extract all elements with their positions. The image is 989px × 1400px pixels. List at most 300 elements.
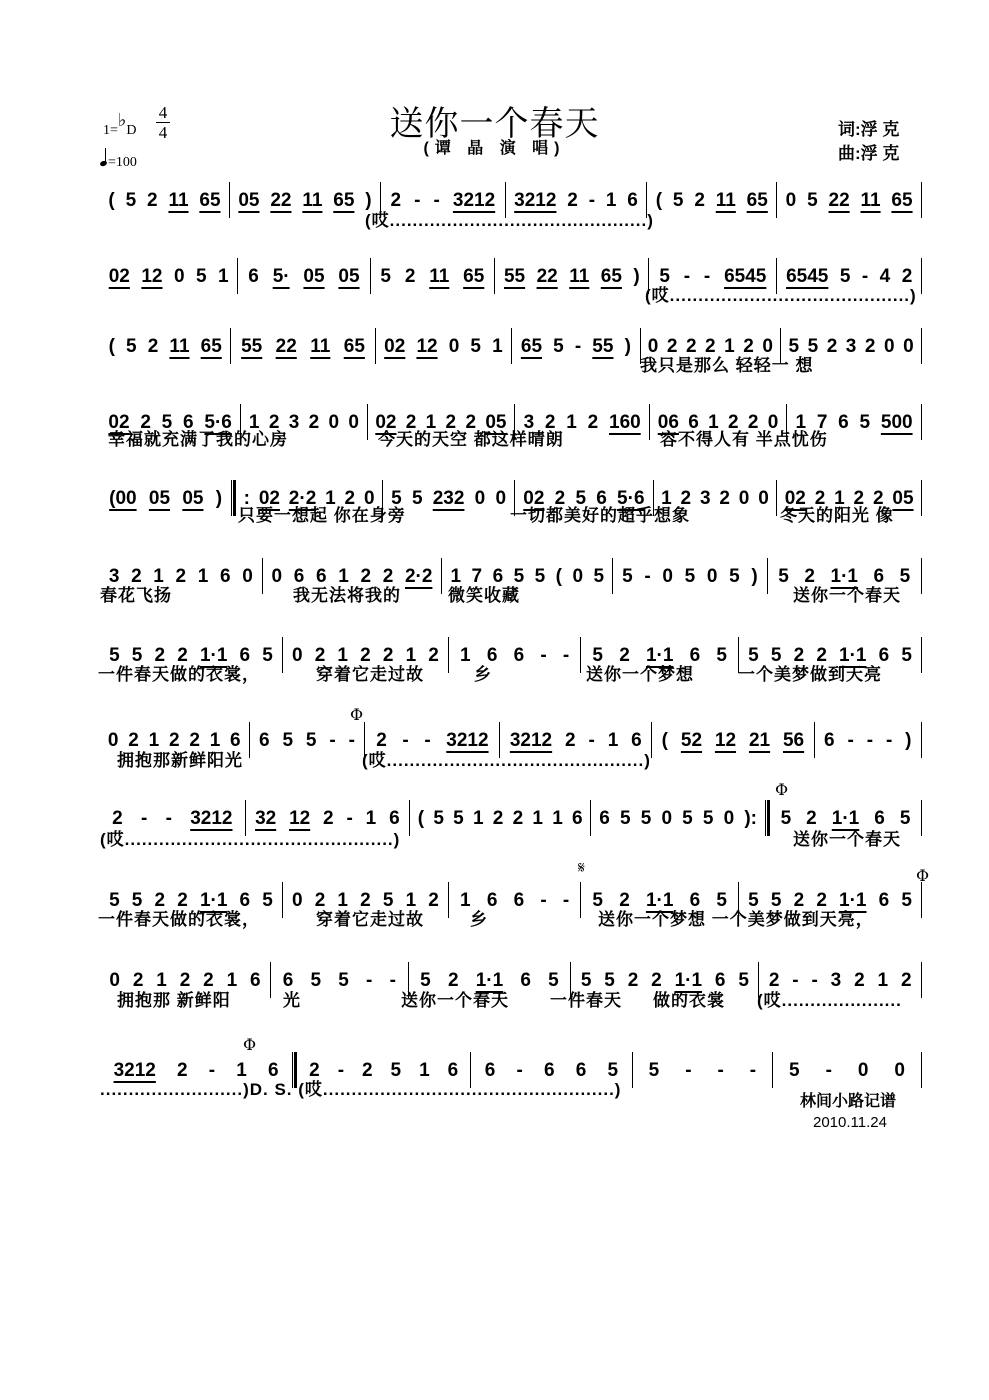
lyric-line: (哎.............................................) [362, 751, 651, 770]
note: - [574, 336, 582, 357]
note: 6 [874, 808, 885, 829]
note: 1·1 [645, 645, 674, 666]
time-denominator: 4 [158, 123, 168, 142]
note: 6 [486, 890, 498, 911]
note: 0 [572, 566, 584, 587]
note: 5 [901, 890, 912, 911]
note: 6 [492, 566, 504, 587]
note: - [885, 730, 893, 751]
note: 2 [314, 890, 326, 911]
note: 1 [365, 808, 377, 829]
note: ) [751, 566, 758, 587]
lyric-line: 冬天的阳光 像 [780, 506, 894, 525]
lyric-line: 只要一想起 你在身旁 [238, 506, 406, 525]
lyric-line: (哎.............................................) [365, 211, 654, 230]
coda-sign-icon: Φ [243, 1035, 257, 1054]
note: 2 [308, 412, 320, 433]
note: 6 [627, 190, 638, 211]
note: 1 [532, 808, 543, 829]
note: 6 [250, 970, 261, 991]
note: - [337, 1060, 345, 1081]
note: 2 [685, 336, 697, 357]
note: 1 [605, 190, 617, 211]
note: 2 [428, 890, 439, 911]
lyric-line: 我只是那么 轻轻一 想 [640, 356, 814, 375]
note: - [516, 1060, 523, 1081]
note: 1 [552, 808, 563, 829]
note: - [402, 730, 409, 751]
note: 5 [161, 412, 173, 433]
lyric-line: 今天的天空 都这样晴朗 [378, 430, 564, 449]
note: 32 [255, 808, 277, 829]
note: 5 [575, 488, 587, 509]
note: 2 [179, 970, 191, 991]
note: 2 [447, 970, 459, 991]
barline [921, 182, 922, 218]
note: - [588, 730, 595, 751]
note: 6 [513, 645, 525, 666]
note: 2 [666, 336, 678, 357]
measure [100, 190, 229, 212]
note: 2 [360, 890, 371, 911]
note: 1 [226, 970, 238, 991]
note: - [861, 266, 869, 287]
lyric-line: 乡 [474, 665, 492, 684]
note: ) [624, 336, 631, 357]
note: 1·1 [839, 890, 867, 911]
note: 5 [729, 566, 740, 587]
note: - [866, 730, 874, 751]
note: 6 [838, 412, 849, 433]
note: 6 [714, 970, 726, 991]
note: 1 [405, 890, 417, 911]
note: 02 [375, 412, 397, 433]
note: 2 [360, 645, 371, 666]
note: 2 [554, 488, 566, 509]
note: 2 [793, 645, 805, 666]
note: 5 [282, 730, 294, 751]
note: 2 [814, 488, 826, 509]
note: 05 [148, 488, 171, 509]
note: 12 [714, 730, 737, 751]
note: ( [655, 190, 663, 211]
note: 2 [382, 566, 394, 587]
note: 2 [826, 336, 838, 357]
note: 5 [659, 266, 670, 287]
note: 02 [258, 488, 280, 509]
measure [100, 266, 237, 288]
note: 2 [405, 412, 417, 433]
note: 0 [857, 1060, 869, 1081]
lyric-line: 幸福就充满了我的心房 [108, 430, 288, 449]
note: 1 [661, 488, 672, 509]
measure [591, 808, 765, 830]
note: 5 [580, 970, 592, 991]
note: 2 [804, 566, 815, 587]
lyric-line: 我无法将我的 [293, 586, 401, 605]
note: 5 [411, 488, 423, 509]
note: 11 [569, 266, 590, 287]
note: 2 [854, 970, 865, 991]
note: 5 [382, 890, 394, 911]
note: 1 [148, 730, 160, 751]
note: 2 [680, 488, 692, 509]
note: 2 [168, 730, 180, 751]
note: 11 [715, 190, 736, 211]
segno-sign-icon: 𝄋 [578, 858, 585, 877]
note: 55 [592, 336, 614, 357]
note: 1·1 [674, 970, 703, 991]
note: 5 [305, 730, 317, 751]
lyric-line: 送你一个梦想 [586, 665, 694, 684]
coda-sign-icon: Φ [775, 780, 789, 799]
note: 6 [316, 566, 327, 587]
note: 05 [238, 190, 260, 211]
note: 1 [197, 566, 209, 587]
note: 5 [109, 890, 120, 911]
note: 1 [338, 566, 349, 587]
lyric-line: 送你一个春天 [401, 991, 509, 1010]
note: 6 [239, 645, 251, 666]
note: 2 [619, 645, 630, 666]
note: 2 [131, 566, 142, 587]
note: 2 [154, 645, 166, 666]
note: 2 [309, 1060, 320, 1081]
note: 5 [125, 190, 137, 211]
transcriber: 林间小路记谱 [800, 1093, 897, 1110]
note: 0 [109, 970, 120, 991]
credits [838, 118, 899, 166]
note: 2 [362, 1060, 373, 1081]
note: - [424, 730, 431, 751]
quarter-note-icon [99, 160, 107, 167]
measure [777, 190, 921, 212]
barline [921, 480, 922, 516]
note: 2 [177, 1060, 188, 1081]
note: 2 [768, 970, 780, 991]
note: 2 [492, 808, 504, 829]
note: - [588, 190, 596, 211]
measure [652, 730, 813, 752]
barline [921, 962, 922, 998]
note: 6 [599, 808, 610, 829]
note: 11 [168, 190, 189, 211]
note: 5 [548, 970, 559, 991]
note: 2 [314, 645, 326, 666]
note: 3 [108, 566, 120, 587]
note: - [562, 645, 570, 666]
note: 6 [631, 730, 642, 751]
barline [921, 404, 922, 440]
note: 6 [513, 890, 525, 911]
note: 5 [672, 190, 684, 211]
lyric-line: 一个美梦做到天亮 [738, 665, 882, 684]
note: 6 [484, 1060, 496, 1081]
note: 6 [878, 890, 890, 911]
lyric-line: 春花飞扬 [100, 586, 172, 605]
note: ( [661, 730, 668, 751]
note: 2 [203, 970, 214, 991]
note: 5· [272, 266, 290, 287]
note: 1 [607, 730, 619, 751]
note: 21 [748, 730, 771, 751]
note: 6 [596, 488, 607, 509]
note: 2 [512, 808, 524, 829]
note: 06 [657, 412, 679, 433]
note: 56 [782, 730, 805, 751]
note: 11 [310, 336, 331, 357]
note: 6 [389, 808, 400, 829]
note: 2 [587, 412, 599, 433]
note: 2 [705, 336, 716, 357]
note: 6 [239, 890, 251, 911]
note: 0 [271, 566, 283, 587]
note: 5 [901, 645, 912, 666]
note: ) [215, 488, 223, 509]
note: 5 [126, 336, 137, 357]
note: 5 [592, 645, 603, 666]
lyric-line: 容不得人有 半点忧伤 [660, 430, 828, 449]
note: 65 [333, 190, 355, 211]
note: - [792, 970, 799, 991]
note: 160 [609, 412, 641, 433]
note: 2 [128, 730, 139, 751]
barline [921, 328, 922, 364]
note: 1 [450, 566, 462, 587]
note: 2 [619, 890, 630, 911]
note: - [346, 808, 353, 829]
note: 0 [328, 412, 340, 433]
note: 6 [486, 645, 498, 666]
note: 2 [268, 412, 280, 433]
note: 0 [107, 730, 119, 751]
note: 6 [689, 645, 701, 666]
note: 2 [465, 412, 477, 433]
note: 55 [503, 266, 526, 287]
note: - [389, 970, 396, 991]
note: 12 [416, 336, 438, 357]
note: 5 [682, 808, 693, 829]
note: 2 [177, 890, 188, 911]
note: 22 [275, 336, 297, 357]
note: 5 [131, 890, 143, 911]
measure [647, 190, 776, 212]
measure [410, 808, 590, 830]
note: 5 [338, 970, 349, 991]
note: 0 [647, 336, 659, 357]
lyric-line: 一件春天 [550, 991, 622, 1010]
composer: 曲:浮 克 [838, 144, 900, 163]
note: 1·1 [199, 890, 228, 911]
note: 3212 [190, 808, 233, 829]
note: 5 [604, 970, 615, 991]
measure [773, 1060, 921, 1082]
barline [921, 258, 922, 294]
note: 2 [816, 645, 827, 666]
measure [231, 336, 374, 358]
lyric-line: 送你一个梦想 一个美梦做到天亮， [598, 910, 874, 929]
coda-sign-icon: Φ [350, 705, 364, 724]
note: 2 [719, 488, 730, 509]
note: 0 [448, 336, 460, 357]
song-title: 送你一个春天 [389, 104, 600, 144]
note: 5 [788, 336, 800, 357]
barline [921, 558, 922, 594]
flat-icon: ♭ [117, 110, 127, 130]
note: 5 [748, 645, 759, 666]
key-note: D [126, 123, 137, 138]
note: - [811, 970, 818, 991]
note: 6 [293, 566, 305, 587]
lyric-line: 一件春天做的衣裳， [98, 665, 260, 684]
note: ( [108, 336, 115, 357]
note: 1·1 [839, 645, 867, 666]
note: 1 [337, 645, 348, 666]
note: 3212 [514, 190, 557, 211]
note: 5 [839, 266, 851, 287]
key-prefix: 1= [103, 123, 118, 138]
lyric-line: .........................)D. S. (哎...................................................) [100, 1080, 622, 1099]
note: 2 [404, 266, 416, 287]
lyric-line: 微笑收藏 [448, 586, 520, 605]
note: 0 [758, 488, 769, 509]
note: 6 [575, 1060, 587, 1081]
note: 5·6 [617, 488, 645, 509]
note: 65 [600, 266, 622, 287]
note: 2 [323, 808, 334, 829]
note: 6 [544, 1060, 555, 1081]
note: 0 [706, 566, 718, 587]
note: - [433, 190, 440, 211]
note: 2 [428, 645, 439, 666]
note: - [749, 1060, 757, 1081]
note: 05 [303, 266, 325, 287]
note: - [825, 1060, 832, 1081]
lyric-line: 做的衣裳 [653, 991, 725, 1010]
note: 6 [183, 412, 194, 433]
note: 5 [380, 266, 391, 287]
note: 2 [694, 190, 705, 211]
note: 5 [859, 412, 871, 433]
note: - [717, 1060, 724, 1081]
measure [100, 488, 231, 510]
note: 6 [447, 1060, 459, 1081]
lyricist: 词:浮 克 [838, 120, 900, 139]
transcription-date: 2010.11.24 [813, 1114, 887, 1131]
note: ) [365, 190, 372, 211]
note: 0 [495, 488, 507, 509]
note: - [703, 266, 711, 287]
note: 2 [567, 190, 578, 211]
note: 11 [429, 266, 450, 287]
note: - [414, 190, 421, 211]
measure [449, 645, 580, 667]
performer-subtitle: (谭 晶 演 唱) [423, 140, 566, 157]
note: 02 [384, 336, 406, 357]
note: 5 [780, 808, 792, 829]
note: 5 [620, 808, 631, 829]
note: 2 [743, 336, 754, 357]
note: 1·1 [645, 890, 674, 911]
note: - [208, 1060, 216, 1081]
note: 1 [218, 266, 229, 287]
note: 5 [899, 566, 911, 587]
note: 5 [534, 566, 546, 587]
note: 65 [343, 336, 365, 357]
note: 55 [241, 336, 263, 357]
note: 5 [807, 336, 819, 357]
note: 5 [899, 808, 911, 829]
note: 6 [572, 808, 583, 829]
note: 0 [474, 488, 486, 509]
note: 7 [471, 566, 483, 587]
note: 3 [830, 970, 842, 991]
note: 1 [795, 412, 807, 433]
note: 3 [523, 412, 535, 433]
note: 3212 [446, 730, 489, 751]
note: 2 [872, 488, 884, 509]
note: 0 [767, 412, 779, 433]
lyric-line: 一件春天做的衣裳， [98, 910, 260, 929]
note: 6 [520, 970, 531, 991]
note: 7 [816, 412, 828, 433]
note: - [683, 266, 691, 287]
note: 6545 [724, 266, 767, 287]
note: 65 [891, 190, 913, 211]
note: 0 [894, 1060, 905, 1081]
note: 1 [236, 1060, 247, 1081]
note: 11 [169, 336, 190, 357]
note: (00 [109, 488, 137, 509]
note: 2 [864, 336, 876, 357]
note: 0 [785, 190, 797, 211]
note: 1 [492, 336, 503, 357]
note: 6 [220, 566, 231, 587]
measure [449, 890, 580, 912]
note: 0 [662, 566, 673, 587]
note: 0 [291, 890, 303, 911]
note: 02 [108, 412, 130, 433]
note: 1 [724, 336, 735, 357]
note: 5 [778, 566, 789, 587]
note: 5 [453, 808, 464, 829]
note: 5 [592, 890, 603, 911]
note: 5 [807, 190, 818, 211]
note: 05 [182, 488, 204, 509]
note: 3 [288, 412, 300, 433]
lyric-line: 一切都美好的超乎想象 [510, 506, 690, 525]
note: 2 [175, 566, 187, 587]
note: 65 [746, 190, 768, 211]
note: ) [633, 266, 640, 287]
tempo-value: =100 [108, 155, 137, 170]
note: 0 [762, 336, 773, 357]
note: 5 [196, 266, 207, 287]
note: 0 [173, 266, 185, 287]
note: 6545 [786, 266, 829, 287]
note: 2 [853, 488, 865, 509]
note: 2 [154, 890, 166, 911]
note: 1 [566, 412, 577, 433]
note: 2 [177, 645, 188, 666]
note: 0 [738, 488, 750, 509]
note: 5 [470, 336, 481, 357]
measure [495, 266, 648, 288]
note: 1 [153, 566, 164, 587]
note: 1 [425, 412, 437, 433]
note: 22 [536, 266, 558, 287]
lyric-line: (哎...............................................) [100, 830, 401, 849]
